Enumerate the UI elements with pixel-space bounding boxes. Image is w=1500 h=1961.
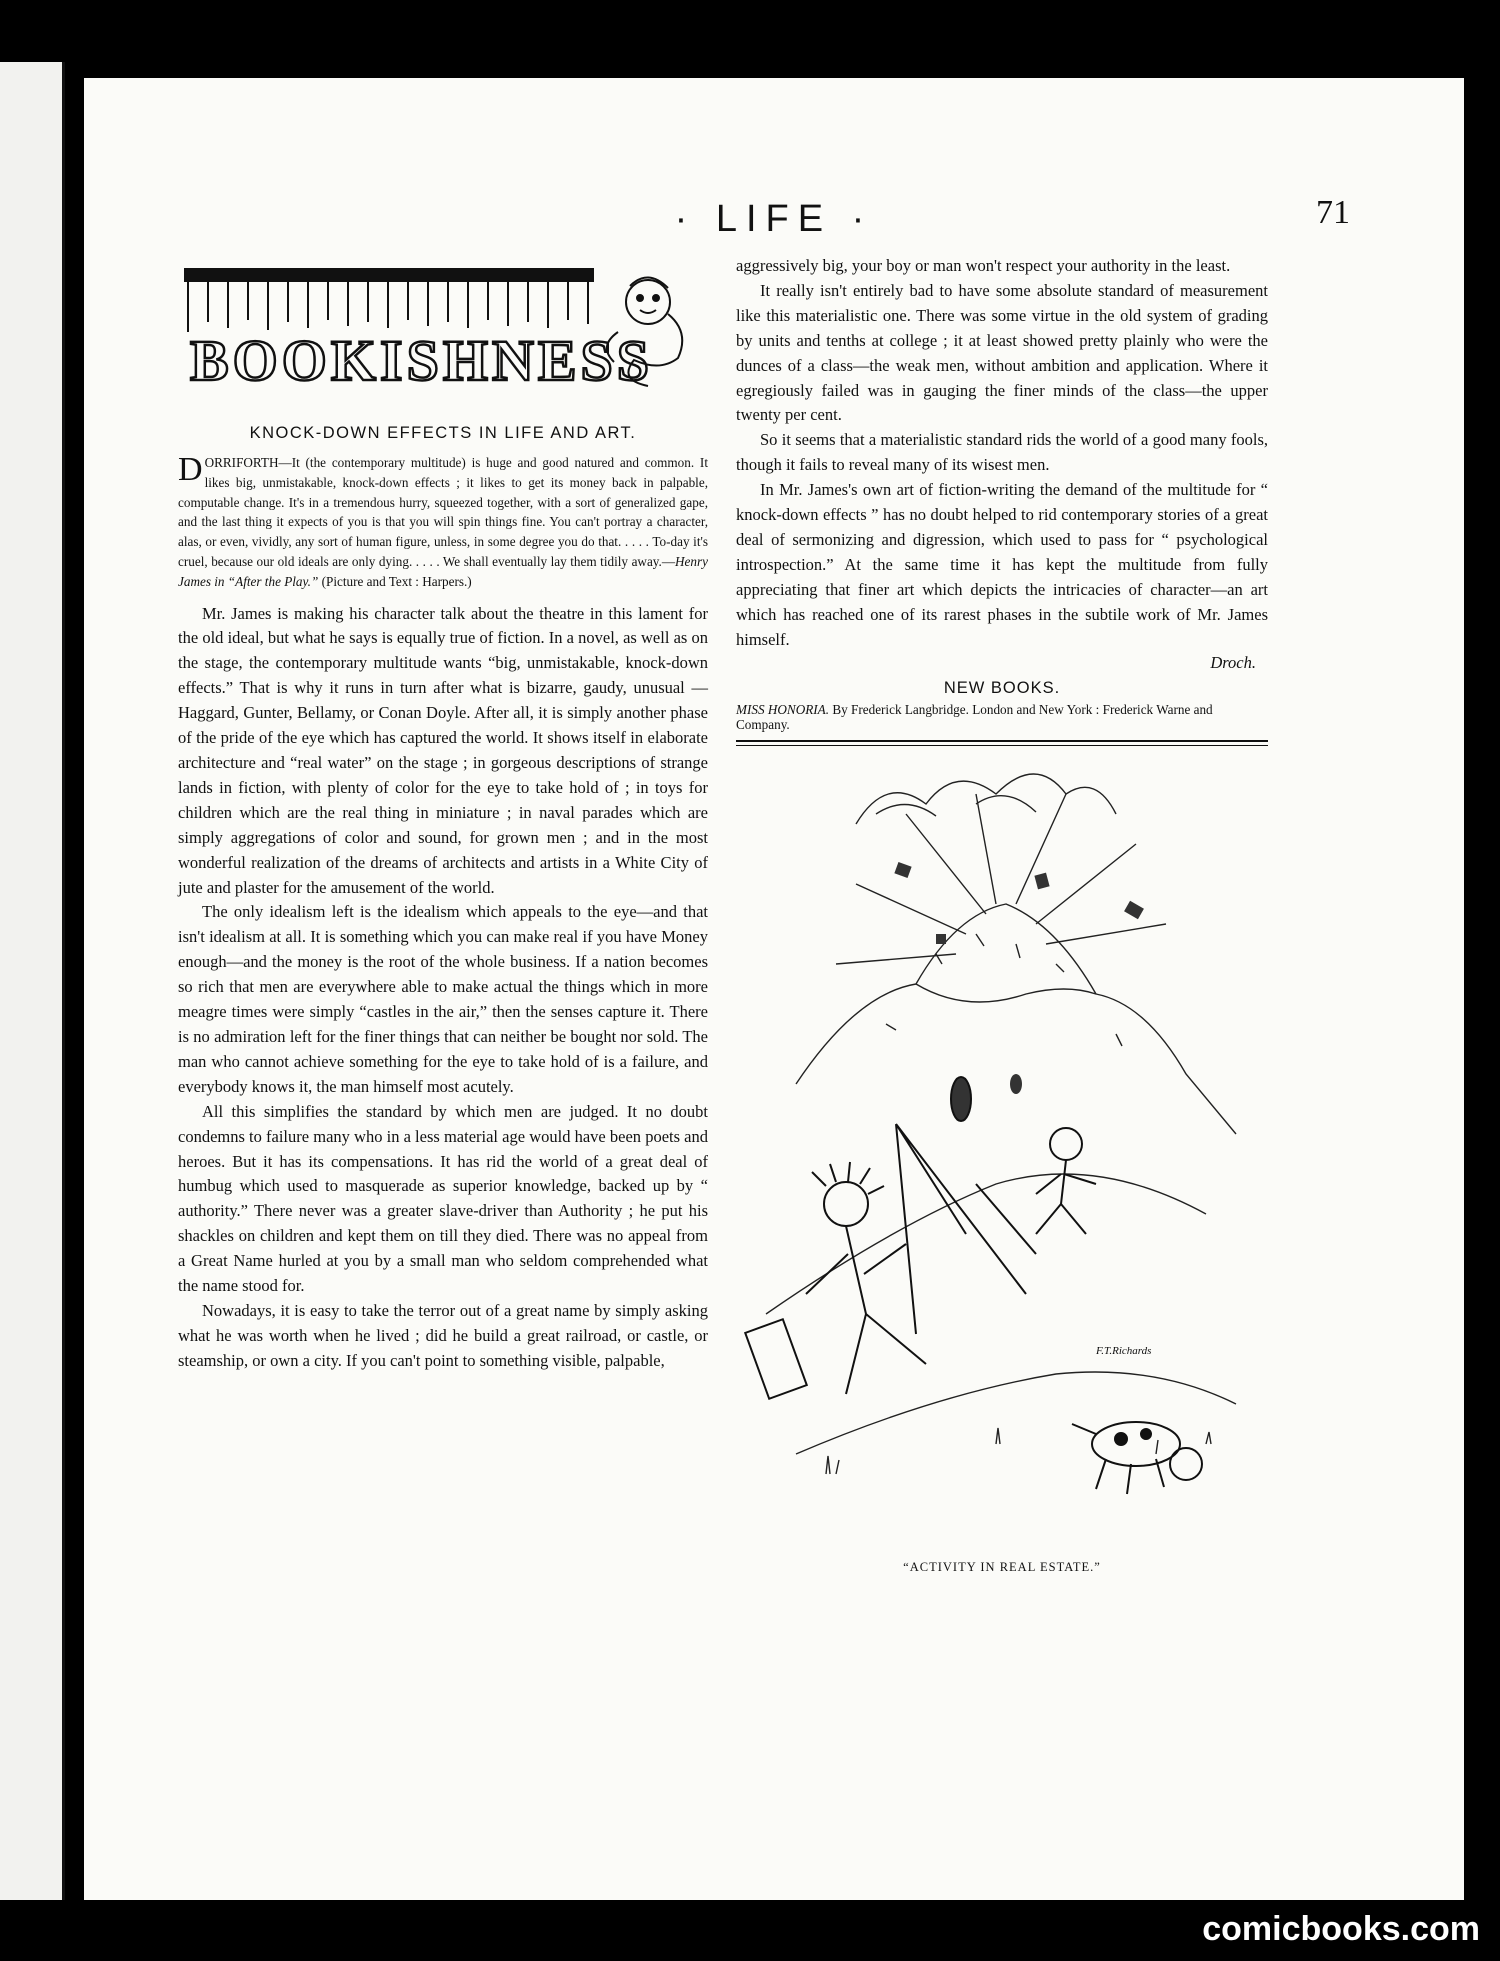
paragraph: All this simplifies the standard by which men are judged. It no doubt condemns to failure many who in a less material age would have been poets and heroes. But it has its compensations. It has rid the world of a great deal of humbug which used to masquerade as superior knowledge, backed up by “ authority.” There never was a greater slave-driver than Authority ; he put his shackles on children and kept them on till they died. There was no appeal from a Great Name hurled at you by a small man who seldom comprehended what the name stood for. xyxy=(178,1101,708,1296)
paragraph: The only idealism left is the idealism which appeals to the eye—and that isn't idealism at all. It is something which you can make real if you have Money enough—and the money is the root of the whole business. If a nation becomes so rich that men are everywhere able to make actual the things which in more meagre times were simply “castles in the air,” then the senses capture it. There is no admiration left for the finer things that can neither be bought nor sold. The man who cannot achieve something for the eye to take hold of is a failure, and everybody knows it, the man himself most acutely. xyxy=(178,902,708,1096)
paragraph: Mr. James is making his character talk about the theatre in this lament for the old ideal, but what he says is equally true of fiction. In a novel, as well as on the stage, the contemporary multitude wants “big, unmistakable, knock-down effects.” That is why it runs in turn after what is bizarre, gaudy, unusual — Haggard, Gunter, Bellamy, or Conan Doyle. After all, it is simply another phase of the pride of the eye which has captured the world. It shows itself in elaborate architecture and “real water” on the stage ; in gorgeous descriptions of strange lands in fiction, with plenty of color for the eye to take hold of ; in toys for children which are the real thing in miniature ; in naval parades which are simply aggregations of color and sound, for grown men ; and in the most wonderful realization of the dreams of architects and artists in a White City of jute and plaster for the amusement of the world. xyxy=(178,603,708,897)
author-signature: Droch. xyxy=(1210,652,1256,672)
book-details: By Frederick Langbridge. London and New York : Frederick Warne and Company. xyxy=(736,701,1213,732)
previous-page-edge xyxy=(0,62,65,1900)
illustration-caption: “ACTIVITY IN REAL ESTATE.” xyxy=(903,1559,1101,1574)
banner-title: BOOKISHNESS xyxy=(190,328,654,393)
paragraph: Nowadays, it is easy to take the terror out of a great name by simply asking what he was worth when he lived ; did he build a great railroad, or castle, or steamship, or own a city. If you can't point to something visible, palpable, xyxy=(178,1300,708,1370)
paragraph: So it seems that a materialistic standard rids the world of a good many fools, though it fails to reveal many of its wisest men. xyxy=(736,430,1268,475)
site-watermark: comicbooks.com xyxy=(1202,1910,1480,1948)
double-rule xyxy=(736,740,1268,746)
cartoon-illustration xyxy=(736,754,1268,1554)
magazine-page xyxy=(84,78,1464,1900)
epigraph-source: Henry James in “After the Play.” xyxy=(178,553,708,589)
right-body-text xyxy=(736,254,1268,653)
artist-signature: F.T.Richards xyxy=(1096,1344,1152,1357)
new-books-heading: NEW BOOKS. xyxy=(943,678,1061,697)
epigraph-credit: (Picture and Text : Harpers.) xyxy=(318,573,472,589)
epigraph xyxy=(178,453,708,592)
book-entry xyxy=(736,702,1268,732)
book-title: MISS HONORIA. xyxy=(736,701,830,717)
epigraph-text: ORRIFORTH—It (the contemporary multitude) is huge and good natured and common. It likes big, unmistakable, knock-down effects ; it likes to get its money back in palpable, computable change. It's in a tremendous hurry, squeezed together, with a sort of generalized gape, and the last thing it expects of you is that you will spin things fine. You can't portray a character, alas, or even, vividly, any sort of human figure, unless, in some degree you do that. . . . . To-day it's cruel, because our old ideals are only dying. . . . . We shall eventually lay them tidily away.— xyxy=(178,455,708,569)
left-column xyxy=(178,262,708,1374)
paragraph: In Mr. James's own art of fiction-writing the demand of the multitude for “ knock-down effects ” has no doubt helped to rid contemporary stories of a great deal of sermonizing and digression, which used to pass for “ psychological introspection.” At the same time it has kept the multitude from fully appreciating that finer art which depicts the intricacies of character—an art which has reached one of its rarest phases in the subtile work of Mr. James himself. xyxy=(736,480,1268,649)
right-column xyxy=(736,254,1268,1575)
page-number: 71 xyxy=(1316,194,1350,231)
banner-art xyxy=(178,262,698,402)
epigraph-dropcap: D xyxy=(178,451,203,488)
left-body-text xyxy=(178,602,708,1374)
article-heading: KNOCK-DOWN EFFECTS IN LIFE AND ART. xyxy=(249,424,637,442)
paragraph: aggressively big, your boy or man won't respect your authority in the least. xyxy=(736,256,1231,275)
paragraph: It really isn't entirely bad to have some absolute standard of measurement like this materialistic one. There was some virtue in the old system of grading by units and tenths at college ; it at least showed pretty plainly who were the dunces of a class—the weak men, without ambition and application. Where it egregiously failed was in gauging the finer minds of the class—the upper twenty per cent. xyxy=(736,280,1268,425)
cartoon-drawing xyxy=(736,754,1268,1554)
masthead: · LIFE · xyxy=(674,198,874,240)
bookishness-banner xyxy=(178,262,698,402)
